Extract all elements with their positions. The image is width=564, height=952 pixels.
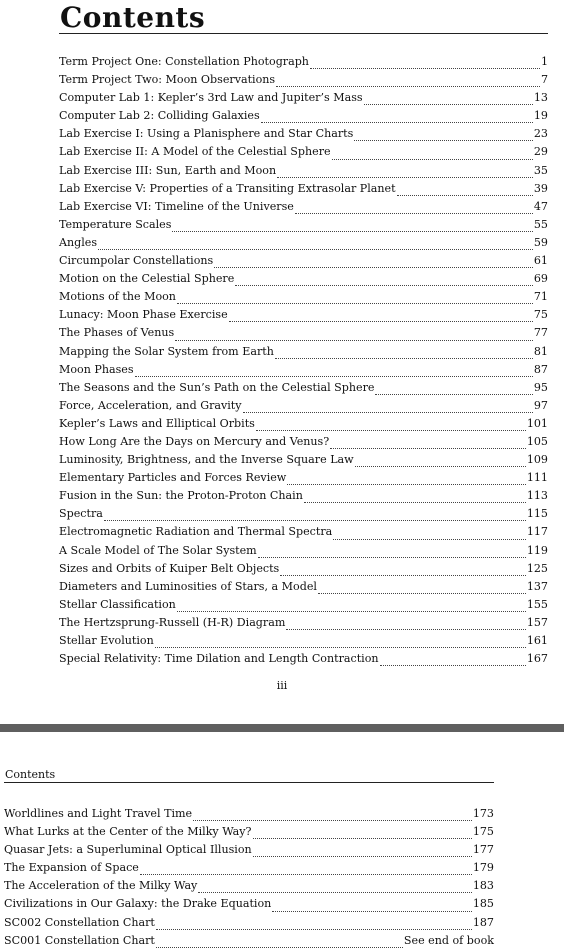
- dot-leader: [330, 447, 526, 449]
- dot-leader: [172, 230, 532, 232]
- toc-entry-page: 179: [472, 861, 494, 875]
- toc-entry[interactable]: [59, 127, 548, 145]
- toc-entry-title: Worldlines and Light Travel Time: [4, 807, 193, 820]
- toc-entry[interactable]: [59, 164, 548, 182]
- dot-leader: [355, 465, 526, 467]
- toc-entry-page: 113: [526, 489, 548, 503]
- toc-entry-title: Sizes and Orbits of Kuiper Belt Objects: [59, 561, 280, 575]
- toc-entry[interactable]: [59, 598, 548, 616]
- toc-entry[interactable]: [4, 807, 494, 825]
- toc-entry-page: 77: [533, 326, 548, 340]
- toc-entry-page: 187: [472, 915, 494, 929]
- dot-leader: [193, 819, 472, 821]
- dot-leader: [177, 610, 526, 612]
- toc-entry-page: 175: [472, 825, 494, 839]
- toc-entry[interactable]: [59, 399, 548, 417]
- dot-leader: [304, 501, 526, 503]
- dot-leader: [198, 891, 471, 893]
- dot-leader: [261, 121, 533, 123]
- toc-entry-page: 155: [526, 597, 548, 611]
- dot-leader: [277, 176, 533, 178]
- toc-entry[interactable]: [59, 562, 548, 580]
- toc-entry-title: How Long Are the Days on Mercury and Venus?: [59, 434, 330, 448]
- toc-entry-title: Electromagnetic Radiation and Thermal Spectra: [59, 525, 333, 539]
- toc-entry-title: Lab Exercise VI: Timeline of the Universe: [59, 199, 294, 213]
- toc-entry-page: 71: [533, 290, 548, 304]
- dot-leader: [375, 393, 532, 395]
- toc-entry[interactable]: [59, 91, 548, 109]
- page-number: iii: [276, 679, 288, 692]
- toc-entry-page: See end of book: [403, 933, 494, 947]
- dot-leader: [98, 248, 533, 250]
- toc-entry-title: Lunacy: Moon Phase Exercise: [59, 308, 228, 322]
- toc-entry-page: 167: [526, 652, 548, 666]
- toc-entry[interactable]: [59, 471, 548, 489]
- toc-entry-page: 47: [533, 199, 548, 213]
- toc-entry-page: 81: [533, 344, 548, 358]
- toc-entry[interactable]: [59, 145, 548, 163]
- toc-entry[interactable]: [59, 507, 548, 525]
- toc-entry-title: Circumpolar Constellations: [59, 254, 214, 268]
- toc-entry-title: Spectra: [59, 507, 103, 521]
- toc-entry-page: 109: [526, 453, 548, 467]
- toc-entry[interactable]: [59, 109, 548, 127]
- toc-list-continued: [4, 807, 494, 952]
- toc-entry-page: 55: [533, 217, 548, 231]
- dot-leader: [275, 357, 533, 359]
- toc-entry-title: Temperature Scales: [59, 217, 172, 231]
- toc-entry-page: 185: [472, 897, 494, 911]
- dot-leader: [135, 375, 533, 377]
- toc-entry-title: Angles: [59, 235, 98, 249]
- dot-leader: [140, 873, 472, 875]
- dot-leader: [333, 538, 526, 540]
- toc-entry[interactable]: [4, 897, 494, 915]
- dot-leader: [276, 85, 540, 87]
- toc-entry[interactable]: [59, 254, 548, 272]
- toc-entry-title: Special Relativity: Time Dilation and Length Contraction: [59, 652, 379, 666]
- toc-entry-page: 119: [526, 543, 548, 557]
- toc-entry[interactable]: [59, 200, 548, 218]
- page-title: Contents: [60, 1, 206, 34]
- toc-entry-title: Motions of the Moon: [59, 290, 176, 304]
- dot-leader: [354, 139, 533, 141]
- toc-entry[interactable]: [59, 435, 548, 453]
- toc-entry-page: 111: [526, 471, 548, 485]
- dot-leader: [104, 519, 526, 521]
- toc-entry[interactable]: [59, 363, 548, 381]
- toc-entry-title: Stellar Classification: [59, 597, 176, 611]
- toc-entry-title: SC002 Constellation Chart: [4, 915, 155, 929]
- toc-entry-title: The Acceleration of the Milky Way: [4, 879, 198, 893]
- toc-entry[interactable]: [59, 544, 548, 562]
- toc-entry-title: Lab Exercise I: Using a Planisphere and Star Charts: [59, 127, 354, 141]
- toc-entry-title: Motion on the Celestial Sphere: [59, 272, 235, 286]
- toc-entry-page: 69: [533, 272, 548, 286]
- toc-entry[interactable]: [59, 272, 548, 290]
- dot-leader: [380, 664, 526, 666]
- header-rule: [4, 782, 494, 783]
- toc-entry-page: 117: [526, 525, 548, 539]
- toc-entry[interactable]: [59, 308, 548, 326]
- toc-entry[interactable]: [59, 525, 548, 543]
- dot-leader: [156, 946, 403, 948]
- toc-entry-title: The Seasons and the Sun’s Path on the Celestial Sphere: [59, 380, 375, 394]
- toc-entry-page: 177: [472, 843, 494, 857]
- dot-leader: [229, 320, 533, 322]
- toc-entry[interactable]: [4, 843, 494, 861]
- toc-entry-page: 97: [533, 398, 548, 412]
- toc-entry-page: 137: [526, 579, 548, 593]
- toc-entry[interactable]: [59, 652, 548, 670]
- toc-entry-title: The Expansion of Space: [4, 861, 139, 875]
- toc-entry-page: 39: [533, 181, 548, 195]
- toc-entry-page: 173: [472, 807, 494, 820]
- dot-leader: [280, 574, 526, 576]
- toc-entry-title: Quasar Jets: a Superluminal Optical Illusion: [4, 843, 252, 857]
- toc-entry-title: SC001 Constellation Chart: [4, 933, 155, 947]
- toc-entry-title: Kepler’s Laws and Elliptical Orbits: [59, 416, 255, 430]
- toc-entry[interactable]: [59, 489, 548, 507]
- dot-leader: [235, 284, 533, 286]
- toc-entry-title: Stellar Evolution: [59, 634, 154, 647]
- toc-list: [59, 55, 548, 670]
- toc-entry[interactable]: [59, 616, 548, 634]
- toc-entry-page: 1: [540, 55, 548, 68]
- toc-entry[interactable]: [59, 417, 548, 435]
- toc-entry[interactable]: [59, 381, 548, 399]
- toc-entry-title: Lab Exercise III: Sun, Earth and Moon: [59, 163, 277, 177]
- toc-entry-title: Luminosity, Brightness, and the Inverse Square Law: [59, 453, 354, 467]
- toc-entry-title: Computer Lab 2: Colliding Galaxies: [59, 109, 260, 123]
- toc-entry[interactable]: [59, 634, 548, 652]
- toc-entry-title: Civilizations in Our Galaxy: the Drake Equation: [4, 897, 272, 911]
- toc-entry-title: Moon Phases: [59, 362, 134, 376]
- toc-entry-page: 59: [533, 235, 548, 249]
- dot-leader: [286, 628, 525, 630]
- toc-entry-title: A Scale Model of The Solar System: [59, 543, 257, 557]
- toc-entry[interactable]: [59, 218, 548, 236]
- dot-leader: [332, 158, 533, 160]
- toc-entry-page: 161: [526, 634, 548, 647]
- dot-leader: [253, 837, 472, 839]
- toc-entry[interactable]: [59, 580, 548, 598]
- toc-entry-page: 105: [526, 434, 548, 448]
- toc-entry-title: Lab Exercise V: Properties of a Transiting Extrasolar Planet: [59, 181, 396, 195]
- toc-entry-page: 101: [526, 416, 548, 430]
- toc-entry-page: 23: [533, 127, 548, 141]
- dot-leader: [175, 339, 533, 341]
- toc-entry-page: 95: [533, 380, 548, 394]
- toc-entry[interactable]: [4, 879, 494, 897]
- title-rule: [59, 33, 548, 34]
- dot-leader: [243, 411, 533, 413]
- toc-entry-title: Mapping the Solar System from Earth: [59, 344, 274, 358]
- toc-entry-title: Term Project Two: Moon Observations: [59, 73, 276, 87]
- toc-entry-page: 29: [533, 145, 548, 159]
- dot-leader: [318, 592, 526, 594]
- toc-entry[interactable]: [59, 326, 548, 344]
- page-two: [0, 732, 564, 949]
- toc-entry-title: Term Project One: Constellation Photograph: [59, 55, 309, 68]
- toc-entry[interactable]: [4, 861, 494, 879]
- toc-entry-page: 13: [533, 91, 548, 105]
- toc-entry-page: 75: [533, 308, 548, 322]
- toc-entry[interactable]: [59, 453, 548, 471]
- toc-entry-title: Lab Exercise II: A Model of the Celestial Sphere: [59, 145, 331, 159]
- toc-entry[interactable]: [59, 182, 548, 200]
- dot-leader: [258, 556, 526, 558]
- toc-entry-title: The Phases of Venus: [59, 326, 175, 340]
- toc-entry[interactable]: [59, 73, 548, 91]
- toc-entry-title: What Lurks at the Center of the Milky Way?: [4, 825, 252, 839]
- dot-leader: [272, 910, 472, 912]
- toc-entry[interactable]: [4, 825, 494, 843]
- page-divider: [0, 724, 564, 732]
- dot-leader: [155, 646, 526, 648]
- running-header: Contents: [5, 768, 56, 781]
- dot-leader: [156, 928, 472, 930]
- toc-entry[interactable]: [59, 290, 548, 308]
- toc-entry-page: 61: [533, 254, 548, 268]
- toc-entry-page: 183: [472, 879, 494, 893]
- dot-leader: [177, 302, 533, 304]
- toc-entry-page: 7: [540, 73, 548, 87]
- toc-entry-page: 19: [533, 109, 548, 123]
- toc-entry[interactable]: [59, 55, 548, 73]
- toc-entry[interactable]: [59, 236, 548, 254]
- toc-entry[interactable]: [4, 916, 494, 934]
- dot-leader: [256, 429, 526, 431]
- toc-entry-title: The Hertzsprung-Russell (H-R) Diagram: [59, 615, 286, 629]
- dot-leader: [295, 212, 533, 214]
- toc-entry-page: 35: [533, 163, 548, 177]
- toc-entry-page: 157: [526, 615, 548, 629]
- dot-leader: [253, 855, 472, 857]
- toc-entry-title: Diameters and Luminosities of Stars, a Model: [59, 579, 317, 593]
- toc-entry-title: Force, Acceleration, and Gravity: [59, 398, 242, 412]
- toc-entry-page: 87: [533, 362, 548, 376]
- toc-entry-page: 115: [526, 507, 548, 521]
- toc-entry-title: Fusion in the Sun: the Proton-Proton Chain: [59, 489, 303, 503]
- toc-entry-title: Elementary Particles and Forces Review: [59, 471, 287, 485]
- dot-leader: [364, 103, 533, 105]
- toc-entry[interactable]: [4, 934, 494, 952]
- toc-entry[interactable]: [59, 345, 548, 363]
- dot-leader: [214, 266, 533, 268]
- toc-entry-title: Computer Lab 1: Kepler’s 3rd Law and Jupiter’s Mass: [59, 91, 363, 105]
- toc-entry-page: 125: [526, 561, 548, 575]
- dot-leader: [287, 483, 526, 485]
- dot-leader: [310, 67, 540, 69]
- dot-leader: [397, 194, 533, 196]
